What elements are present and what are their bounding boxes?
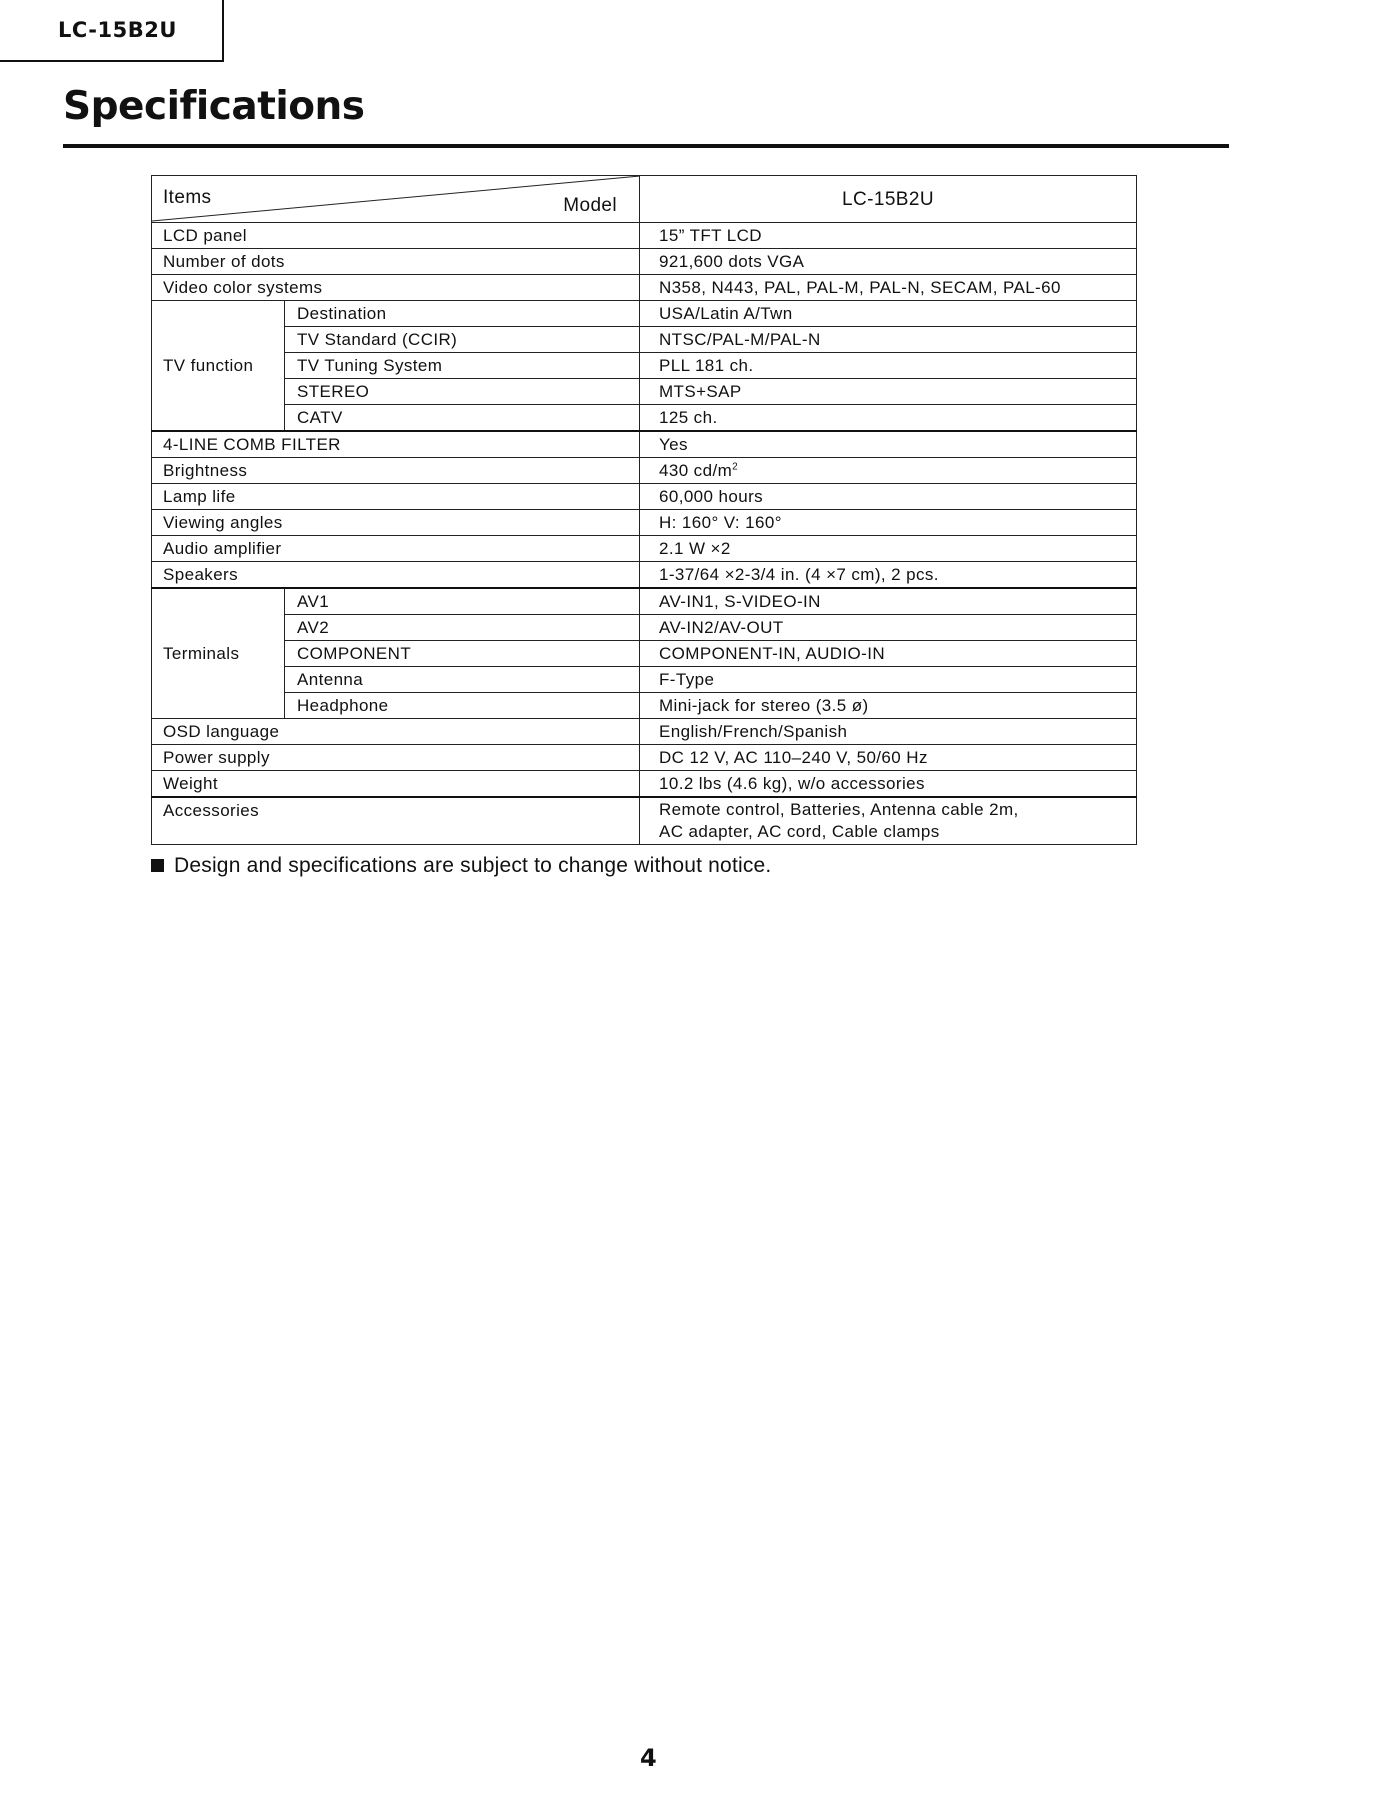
square-bullet-icon (151, 859, 164, 872)
row-value: 10.2 lbs (4.6 kg), w/o accessories (640, 771, 1137, 798)
title-rule (63, 144, 1229, 148)
table-row (152, 405, 1137, 432)
table-row (152, 301, 1137, 327)
row-label: Audio amplifier (152, 536, 640, 562)
superscript: 2 (732, 461, 739, 473)
model-tab (0, 0, 224, 62)
row-value: 2.1 W ×2 (640, 536, 1137, 562)
row-label: Video color systems (152, 275, 640, 301)
row-value: 125 ch. (640, 405, 1137, 432)
row-value (640, 797, 1137, 845)
table-row (152, 562, 1137, 589)
row-value: COMPONENT-IN, AUDIO-IN (640, 641, 1137, 667)
row-label: Brightness (152, 458, 640, 484)
table-row (152, 536, 1137, 562)
row-value: 921,600 dots VGA (640, 249, 1137, 275)
page-title: Specifications (63, 84, 365, 129)
row-value: F-Type (640, 667, 1137, 693)
sub-row-label: Antenna (285, 667, 640, 693)
brightness-value: 430 cd/m (659, 461, 733, 480)
row-value: USA/Latin A/Twn (640, 301, 1137, 327)
row-value: DC 12 V, AC 110–240 V, 50/60 Hz (640, 745, 1137, 771)
table-row (152, 484, 1137, 510)
table-row (152, 797, 1137, 845)
table-row (152, 458, 1137, 484)
row-label: Viewing angles (152, 510, 640, 536)
accessories-line-2: AC adapter, AC cord, Cable clamps (659, 822, 940, 841)
sub-row-label: CATV (285, 405, 640, 432)
accessories-line-1: Remote control, Batteries, Antenna cable 2m, (659, 800, 1019, 819)
sub-row-label: AV2 (285, 615, 640, 641)
table-row (152, 249, 1137, 275)
row-label: Power supply (152, 745, 640, 771)
header-model-name: LC-15B2U (640, 176, 1137, 223)
table-row (152, 327, 1137, 353)
table-row (152, 353, 1137, 379)
row-label: 4-LINE COMB FILTER (152, 431, 640, 458)
row-label: Weight (152, 771, 640, 798)
table-header-row (152, 176, 1137, 223)
table-row (152, 275, 1137, 301)
row-label: OSD language (152, 719, 640, 745)
row-value: Yes (640, 431, 1137, 458)
sub-row-label: Headphone (285, 693, 640, 719)
sub-row-label: AV1 (285, 588, 640, 615)
table-row (152, 745, 1137, 771)
row-label: Speakers (152, 562, 640, 589)
table-row (152, 771, 1137, 798)
row-value (640, 458, 1137, 484)
table-row (152, 510, 1137, 536)
sub-row-label: Destination (285, 301, 640, 327)
table-row (152, 379, 1137, 405)
row-value: MTS+SAP (640, 379, 1137, 405)
table-row (152, 719, 1137, 745)
row-value: Mini-jack for stereo (3.5 ø) (640, 693, 1137, 719)
row-value: PLL 181 ch. (640, 353, 1137, 379)
row-label: Lamp life (152, 484, 640, 510)
model-tab-label: LC-15B2U (58, 18, 177, 42)
row-label: Accessories (152, 797, 640, 845)
row-value: N358, N443, PAL, PAL-M, PAL-N, SECAM, PAL-60 (640, 275, 1137, 301)
row-label: Number of dots (152, 249, 640, 275)
sub-row-label: STEREO (285, 379, 640, 405)
header-model-label: Model (563, 195, 617, 216)
sub-row-label: COMPONENT (285, 641, 640, 667)
group-label-tv-function: TV function (152, 301, 285, 432)
row-value: 60,000 hours (640, 484, 1137, 510)
table-row (152, 615, 1137, 641)
page-number: 4 (640, 1744, 657, 1772)
row-value: AV-IN1, S-VIDEO-IN (640, 588, 1137, 615)
table-row (152, 693, 1137, 719)
table-row (152, 667, 1137, 693)
disclaimer-text: Design and specifications are subject to change without notice. (174, 854, 772, 877)
sub-row-label: TV Standard (CCIR) (285, 327, 640, 353)
header-corner-cell (152, 176, 640, 223)
sub-row-label: TV Tuning System (285, 353, 640, 379)
row-label: LCD panel (152, 223, 640, 249)
table-row (152, 588, 1137, 615)
table-row (152, 431, 1137, 458)
row-value: NTSC/PAL-M/PAL-N (640, 327, 1137, 353)
header-items-label: Items (163, 187, 212, 208)
spec-table (151, 175, 1137, 845)
row-value: 15” TFT LCD (640, 223, 1137, 249)
row-value: 1-37/64 ×2-3/4 in. (4 ×7 cm), 2 pcs. (640, 562, 1137, 589)
disclaimer-note (151, 854, 771, 878)
row-value: H: 160° V: 160° (640, 510, 1137, 536)
table-row (152, 223, 1137, 249)
row-value: AV-IN2/AV-OUT (640, 615, 1137, 641)
table-row (152, 641, 1137, 667)
group-label-terminals: Terminals (152, 588, 285, 719)
row-value: English/French/Spanish (640, 719, 1137, 745)
